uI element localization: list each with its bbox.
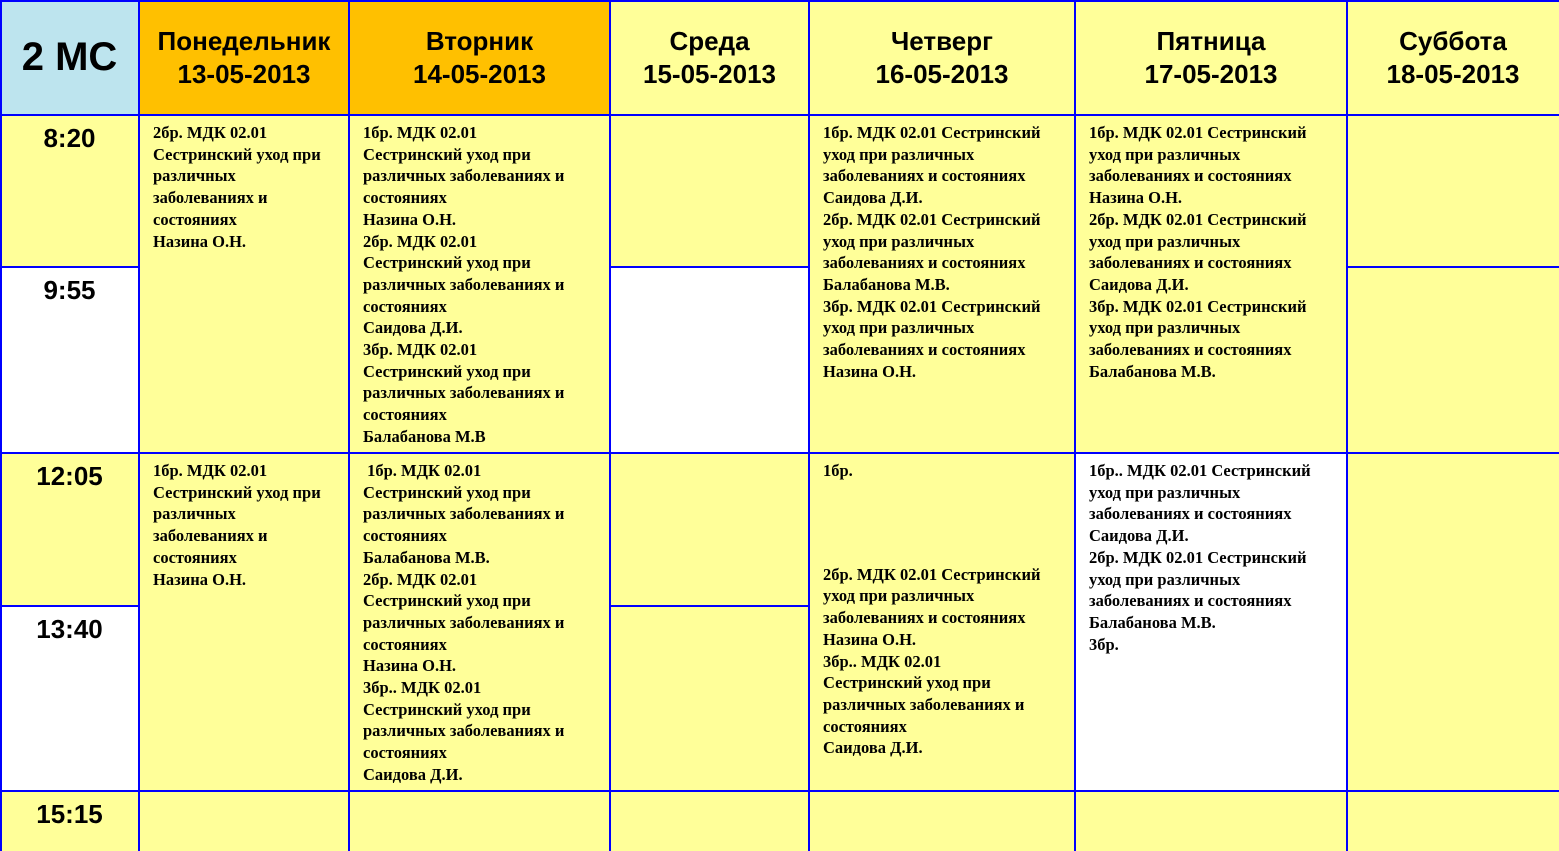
- empty-friday-slot-5: [1075, 791, 1347, 851]
- grid-line: [0, 114, 1559, 116]
- empty-wednesday-slot-2: [610, 267, 809, 453]
- time-slot-5: 15:15: [0, 791, 139, 851]
- grid-line: [138, 0, 140, 851]
- lesson-monday-block-1: [139, 115, 349, 453]
- time-slot-4: 13:40: [0, 606, 139, 791]
- lesson-monday-block-2: [139, 453, 349, 791]
- day-date: 17-05-2013: [1144, 58, 1278, 89]
- day-name: Четверг: [891, 25, 993, 56]
- grid-line: [348, 0, 350, 851]
- grid-line: [1346, 0, 1348, 851]
- day-header-tuesday: [349, 0, 610, 115]
- empty-wednesday-slot-1: [610, 115, 809, 267]
- lesson-entry: 1бр. МДК 02.01 Сестринский уход при различных заболеваниях и состояниях Назина О.Н. 2бр. МДК 02.01 Сестринский уход при различных заболеваниях и состояниях Саидова Д.И. 3бр. МДК 02.01 Сестринский уход при различных заболеваниях и состояниях Балабанова М.В.: [1089, 123, 1307, 381]
- lesson-tuesday-block-1: [349, 115, 610, 453]
- day-name: Вторник: [425, 25, 534, 56]
- empty-wednesday-slot-5: [610, 791, 809, 851]
- lesson-thursday-block-2: [809, 453, 1075, 791]
- grid-line: [808, 0, 810, 851]
- grid-line: [1074, 0, 1076, 851]
- empty-wednesday-slot-4: [610, 606, 809, 791]
- lesson-friday-block-1: [1075, 115, 1347, 453]
- empty-monday-slot-5: [139, 791, 349, 851]
- grid-line: [0, 452, 1559, 454]
- day-name: Среда: [669, 25, 750, 56]
- day-name: Понедельник: [157, 25, 331, 56]
- day-date: 14-05-2013: [413, 58, 546, 89]
- lesson-entry: 2бр. МДК 02.01 Сестринский уход при различных заболеваниях и состояниях Назина О.Н.: [153, 123, 321, 251]
- lesson-entry: 2бр. МДК 02.01 Сестринский уход при различных заболеваниях и состояниях Назина О.Н. 3бр.. МДК 02.01 Сестринский уход при различных заболеваниях и состояниях Саидова Д.И.: [823, 564, 1041, 758]
- day-date: 16-05-2013: [875, 58, 1009, 89]
- empty-tuesday-slot-5: [349, 791, 610, 851]
- grid-line: [610, 266, 809, 268]
- group-title: 2 МС: [0, 0, 139, 115]
- lesson-entry: 1бр.. МДК 02.01 Сестринский уход при различных заболеваниях и состояниях Саидова Д.И. 2бр. МДК 02.01 Сестринский уход при различных заболеваниях и состояниях Балабанова М.В. 3бр.: [1089, 461, 1311, 654]
- empty-saturday-slot-1: [1347, 115, 1559, 267]
- day-header-saturday: [1347, 0, 1559, 115]
- day-header-thursday: [809, 0, 1075, 115]
- lesson-entry: 1бр. МДК 02.01 Сестринский уход при различных заболеваниях и состояниях Балабанова М.В. 2бр. МДК 02.01 Сестринский уход при различных заболеваниях и состояниях Назина О.Н. 3бр.. МДК 02.01 Сестринский уход при различных заболеваниях и состояниях Саидова Д.И.: [363, 461, 565, 784]
- day-date: 13-05-2013: [177, 58, 311, 89]
- grid-line: [0, 605, 139, 607]
- lesson-entry: 1бр. МДК 02.01 Сестринский уход при различных заболеваниях и состояниях Назина О.Н.: [153, 461, 321, 589]
- grid-line: [610, 605, 809, 607]
- empty-wednesday-slot-3: [610, 453, 809, 606]
- day-date: 15-05-2013: [643, 58, 776, 89]
- lesson-tuesday-block-2: [349, 453, 610, 791]
- day-date: 18-05-2013: [1386, 58, 1520, 89]
- time-slot-2: 9:55: [0, 267, 139, 453]
- grid-line: [0, 790, 1559, 792]
- day-header-wednesday: [610, 0, 809, 115]
- lesson-entry: 1бр.: [823, 461, 853, 480]
- empty-saturday-slot-3: [1347, 453, 1559, 791]
- grid-line: [0, 266, 139, 268]
- empty-saturday-slot-5: [1347, 791, 1559, 851]
- time-slot-3: 12:05: [0, 453, 139, 606]
- lesson-thursday-block-1: [809, 115, 1075, 453]
- lesson-entry: 1бр. МДК 02.01 Сестринский уход при различных заболеваниях и состояниях Назина О.Н. 2бр. МДК 02.01 Сестринский уход при различных заболеваниях и состояниях Саидова Д.И. 3бр. МДК 02.01 Сестринский уход при различных заболеваниях и состояниях Балабанова М.В: [363, 123, 565, 446]
- lesson-entry: 1бр. МДК 02.01 Сестринский уход при различных заболеваниях и состояниях Саидова Д.И. 2бр. МДК 02.01 Сестринский уход при различных заболеваниях и состояниях Балабанова М.В. 3бр. МДК 02.01 Сестринский уход при различных заболеваниях и состояниях Назина О.Н.: [823, 123, 1041, 381]
- grid-line: [609, 0, 611, 851]
- grid-line: [0, 0, 1559, 2]
- day-header-monday: [139, 0, 349, 115]
- day-header-friday: [1075, 0, 1347, 115]
- day-name: Пятница: [1156, 25, 1266, 56]
- lesson-friday-block-2: [1075, 453, 1347, 791]
- day-name: Суббота: [1399, 25, 1507, 56]
- time-slot-1: 8:20: [0, 115, 139, 267]
- grid-line: [0, 0, 2, 851]
- empty-thursday-slot-5: [809, 791, 1075, 851]
- grid-line: [1347, 266, 1559, 268]
- empty-saturday-slot-2: [1347, 267, 1559, 453]
